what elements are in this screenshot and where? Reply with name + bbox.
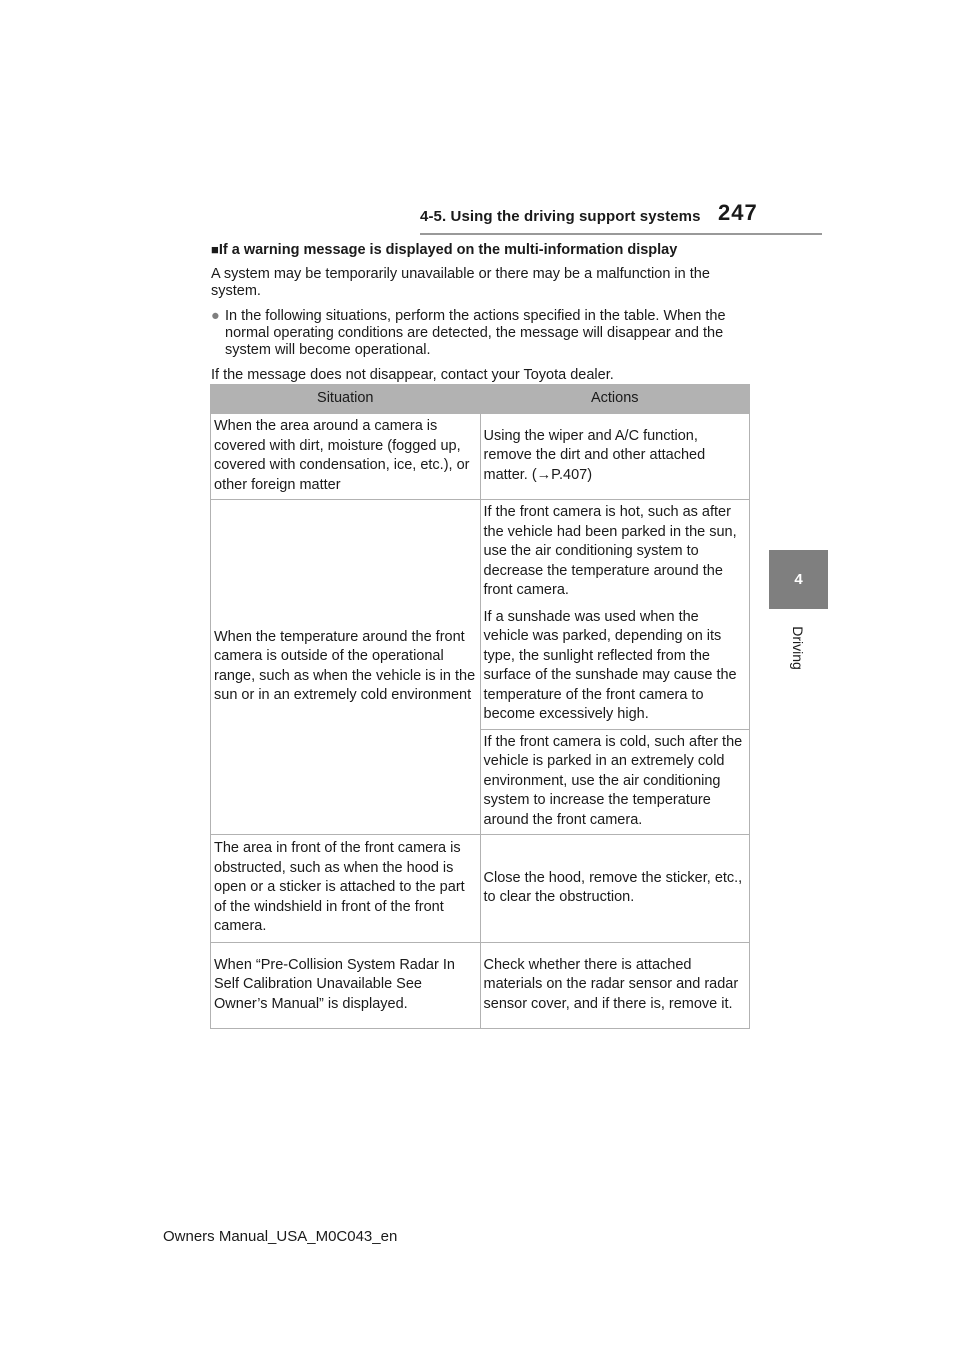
- section-title: 4-5. Using the driving support systems: [420, 208, 701, 225]
- table-header-row: [211, 385, 750, 414]
- actions-cell: [480, 414, 750, 500]
- actions-cell: [480, 835, 750, 943]
- actions-text: Check whether there is attached materials on the radar sensor and radar sensor cover, and if there is, remove it.: [483, 956, 739, 1012]
- actions-text: If the front camera is cold, such after the vehicle is parked in an extremely cold environment, use the air conditioning system to increase the temperature around the front camera.: [483, 733, 743, 828]
- table-row: [211, 500, 750, 730]
- situation-cell: [211, 414, 481, 500]
- actions-text: If the front camera is hot, such as after the vehicle had been parked in the sun, use the air conditioning system to decrease the temperature around the front camera.: [483, 504, 737, 598]
- actions-text: Using the wiper and A/C function, remove the dirt and other attached matter. (→P.407): [483, 427, 706, 483]
- actions-text: If a sunshade was used when the vehicle was parked, depending on its type, the sunlight reflected from the surface of the sunshade may cause the temperature of the front camera to become excessively high.: [483, 608, 737, 722]
- section-heading: [211, 242, 751, 258]
- table-row: [211, 835, 750, 943]
- situation-cell: [211, 500, 481, 835]
- main-content: [211, 242, 751, 392]
- table-row: [211, 943, 750, 1029]
- situation-text: When the area around a camera is covered with dirt, moisture (fogged up, covered with condensation, ice, etc.), or other foreign matter: [214, 418, 470, 493]
- situation-cell: [211, 835, 481, 943]
- warning-message-table: [210, 384, 750, 1029]
- situation-cell: [211, 943, 481, 1029]
- circle-bullet-icon: ●: [211, 308, 220, 324]
- section-heading-text: If a warning message is displayed on the multi-information display: [218, 242, 678, 258]
- actions-cell: [480, 943, 750, 1029]
- chapter-label-container: [768, 618, 828, 678]
- column-header-actions: Actions: [480, 385, 750, 414]
- intro-paragraph: A system may be temporarily unavailable or there may be a malfunction in the system.: [211, 266, 710, 299]
- bullet-text: In the following situations, perform the actions specified in the table. When the normal operating conditions are detected, the message will disappear and the system will become operational.: [225, 308, 726, 358]
- chapter-number: 4: [794, 571, 803, 588]
- situation-text: When the temperature around the front camera is outside of the operational range, such as when the vehicle is in the sun or in an extremely cold environment: [214, 628, 476, 703]
- bullet-item: [211, 308, 751, 359]
- situation-text: The area in front of the front camera is obstructed, such as when the hood is open or a sticker is attached to the part of the windshield in front of the front camera.: [214, 840, 465, 935]
- table-row: [211, 414, 750, 500]
- situation-text: When “Pre-Collision System Radar In Self Calibration Unavailable See Owner’s Manual” is displayed.: [214, 956, 455, 1012]
- square-bullet-icon: ■: [211, 242, 219, 257]
- actions-cell: [480, 500, 750, 730]
- actions-cell: [480, 729, 750, 835]
- column-header-situation: Situation: [211, 385, 481, 414]
- closing-paragraph: If the message does not disappear, contact your Toyota dealer.: [211, 367, 614, 383]
- header-divider: [420, 233, 822, 235]
- chapter-label: Driving: [789, 626, 806, 670]
- footer-text: Owners Manual_USA_M0C043_en: [163, 1228, 398, 1245]
- actions-text: Close the hood, remove the sticker, etc., to clear the obstruction.: [483, 869, 743, 905]
- page-number: 247: [718, 200, 758, 225]
- chapter-tab: [769, 550, 828, 609]
